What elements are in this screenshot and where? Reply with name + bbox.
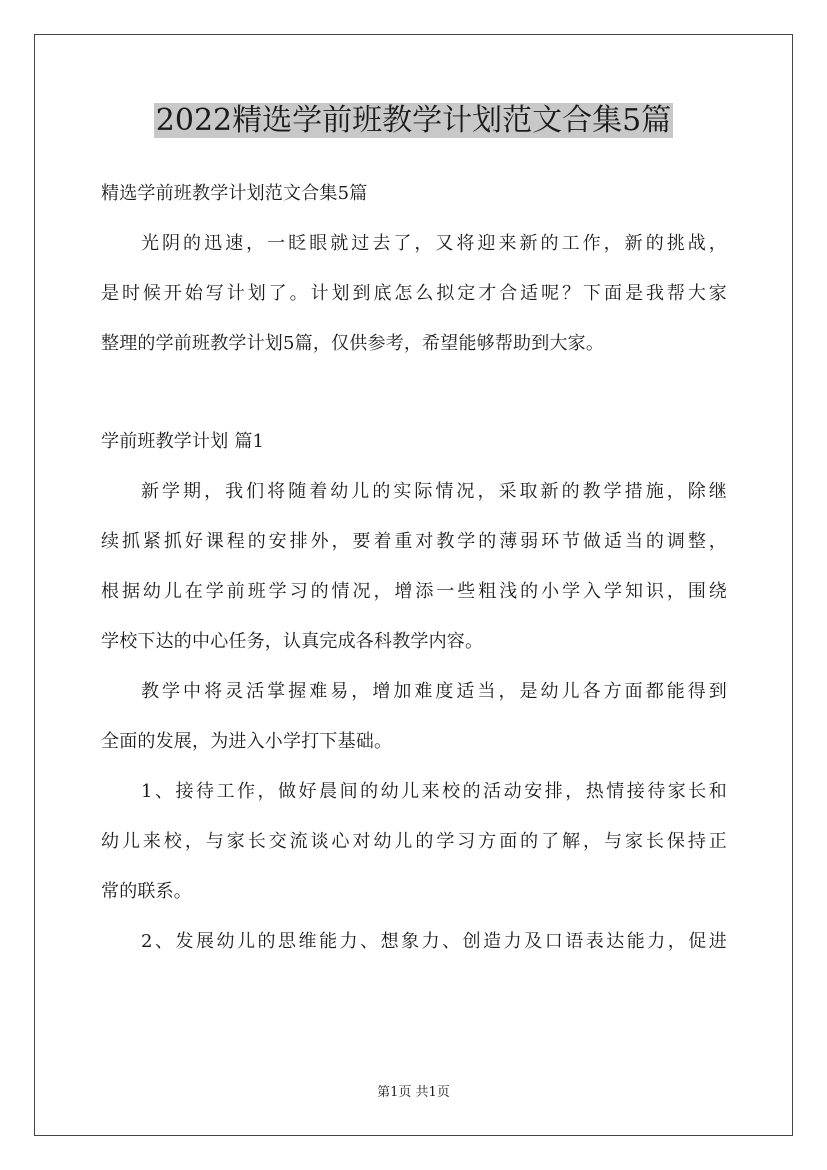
paragraph-gap (101, 378, 727, 426)
document-body (101, 178, 727, 976)
subtitle: 精选学前班教学计划范文合集5篇 (101, 183, 368, 204)
document-title-text: 2022精选学前班教学计划范文合集5篇 (155, 103, 672, 138)
para2-line-2: 全面的发展，为进入小学打下基础。 (101, 731, 393, 752)
para3-line-3: 常的联系。 (101, 881, 192, 902)
para3-line-1: 1、接待工作，做好晨间的幼儿来校的活动安排，热情接待家长和 (141, 781, 727, 802)
para3-line-2: 幼儿来校，与家长交流谈心对幼儿的学习方面的了解，与家长保持正 (101, 831, 727, 852)
para1-line-4: 学校下达的中心任务，认真完成各科教学内容。 (101, 631, 484, 652)
para1-line-2: 续抓紧抓好课程的安排外，要着重对教学的薄弱环节做适当的调整， (101, 531, 727, 552)
para1-line-3: 根据幼儿在学前班学习的情况，增添一些粗浅的小学入学知识，围绕 (101, 581, 727, 602)
intro-line-1: 光阴的迅速，一眨眼就过去了，又将迎来新的工作，新的挑战， (141, 233, 727, 254)
para1-line-1: 新学期，我们将随着幼儿的实际情况，采取新的教学措施，除继 (141, 481, 727, 502)
para4-line-1: 2、发展幼儿的思维能力、想象力、创造力及口语表达能力，促进 (141, 931, 727, 952)
page-number: 第1页 共1页 (377, 1085, 450, 1100)
section-heading: 学前班教学计划 篇1 (101, 431, 265, 452)
intro-line-3: 整理的学前班教学计划5篇，仅供参考，希望能够帮助到大家。 (101, 333, 605, 354)
document-title (0, 98, 827, 144)
para2-line-1: 教学中将灵活掌握难易，增加难度适当，是幼儿各方面都能得到 (141, 681, 727, 702)
intro-line-2: 是时候开始写计划了。计划到底怎么拟定才合适呢？下面是我帮大家 (101, 283, 727, 304)
page-footer (0, 1081, 827, 1100)
